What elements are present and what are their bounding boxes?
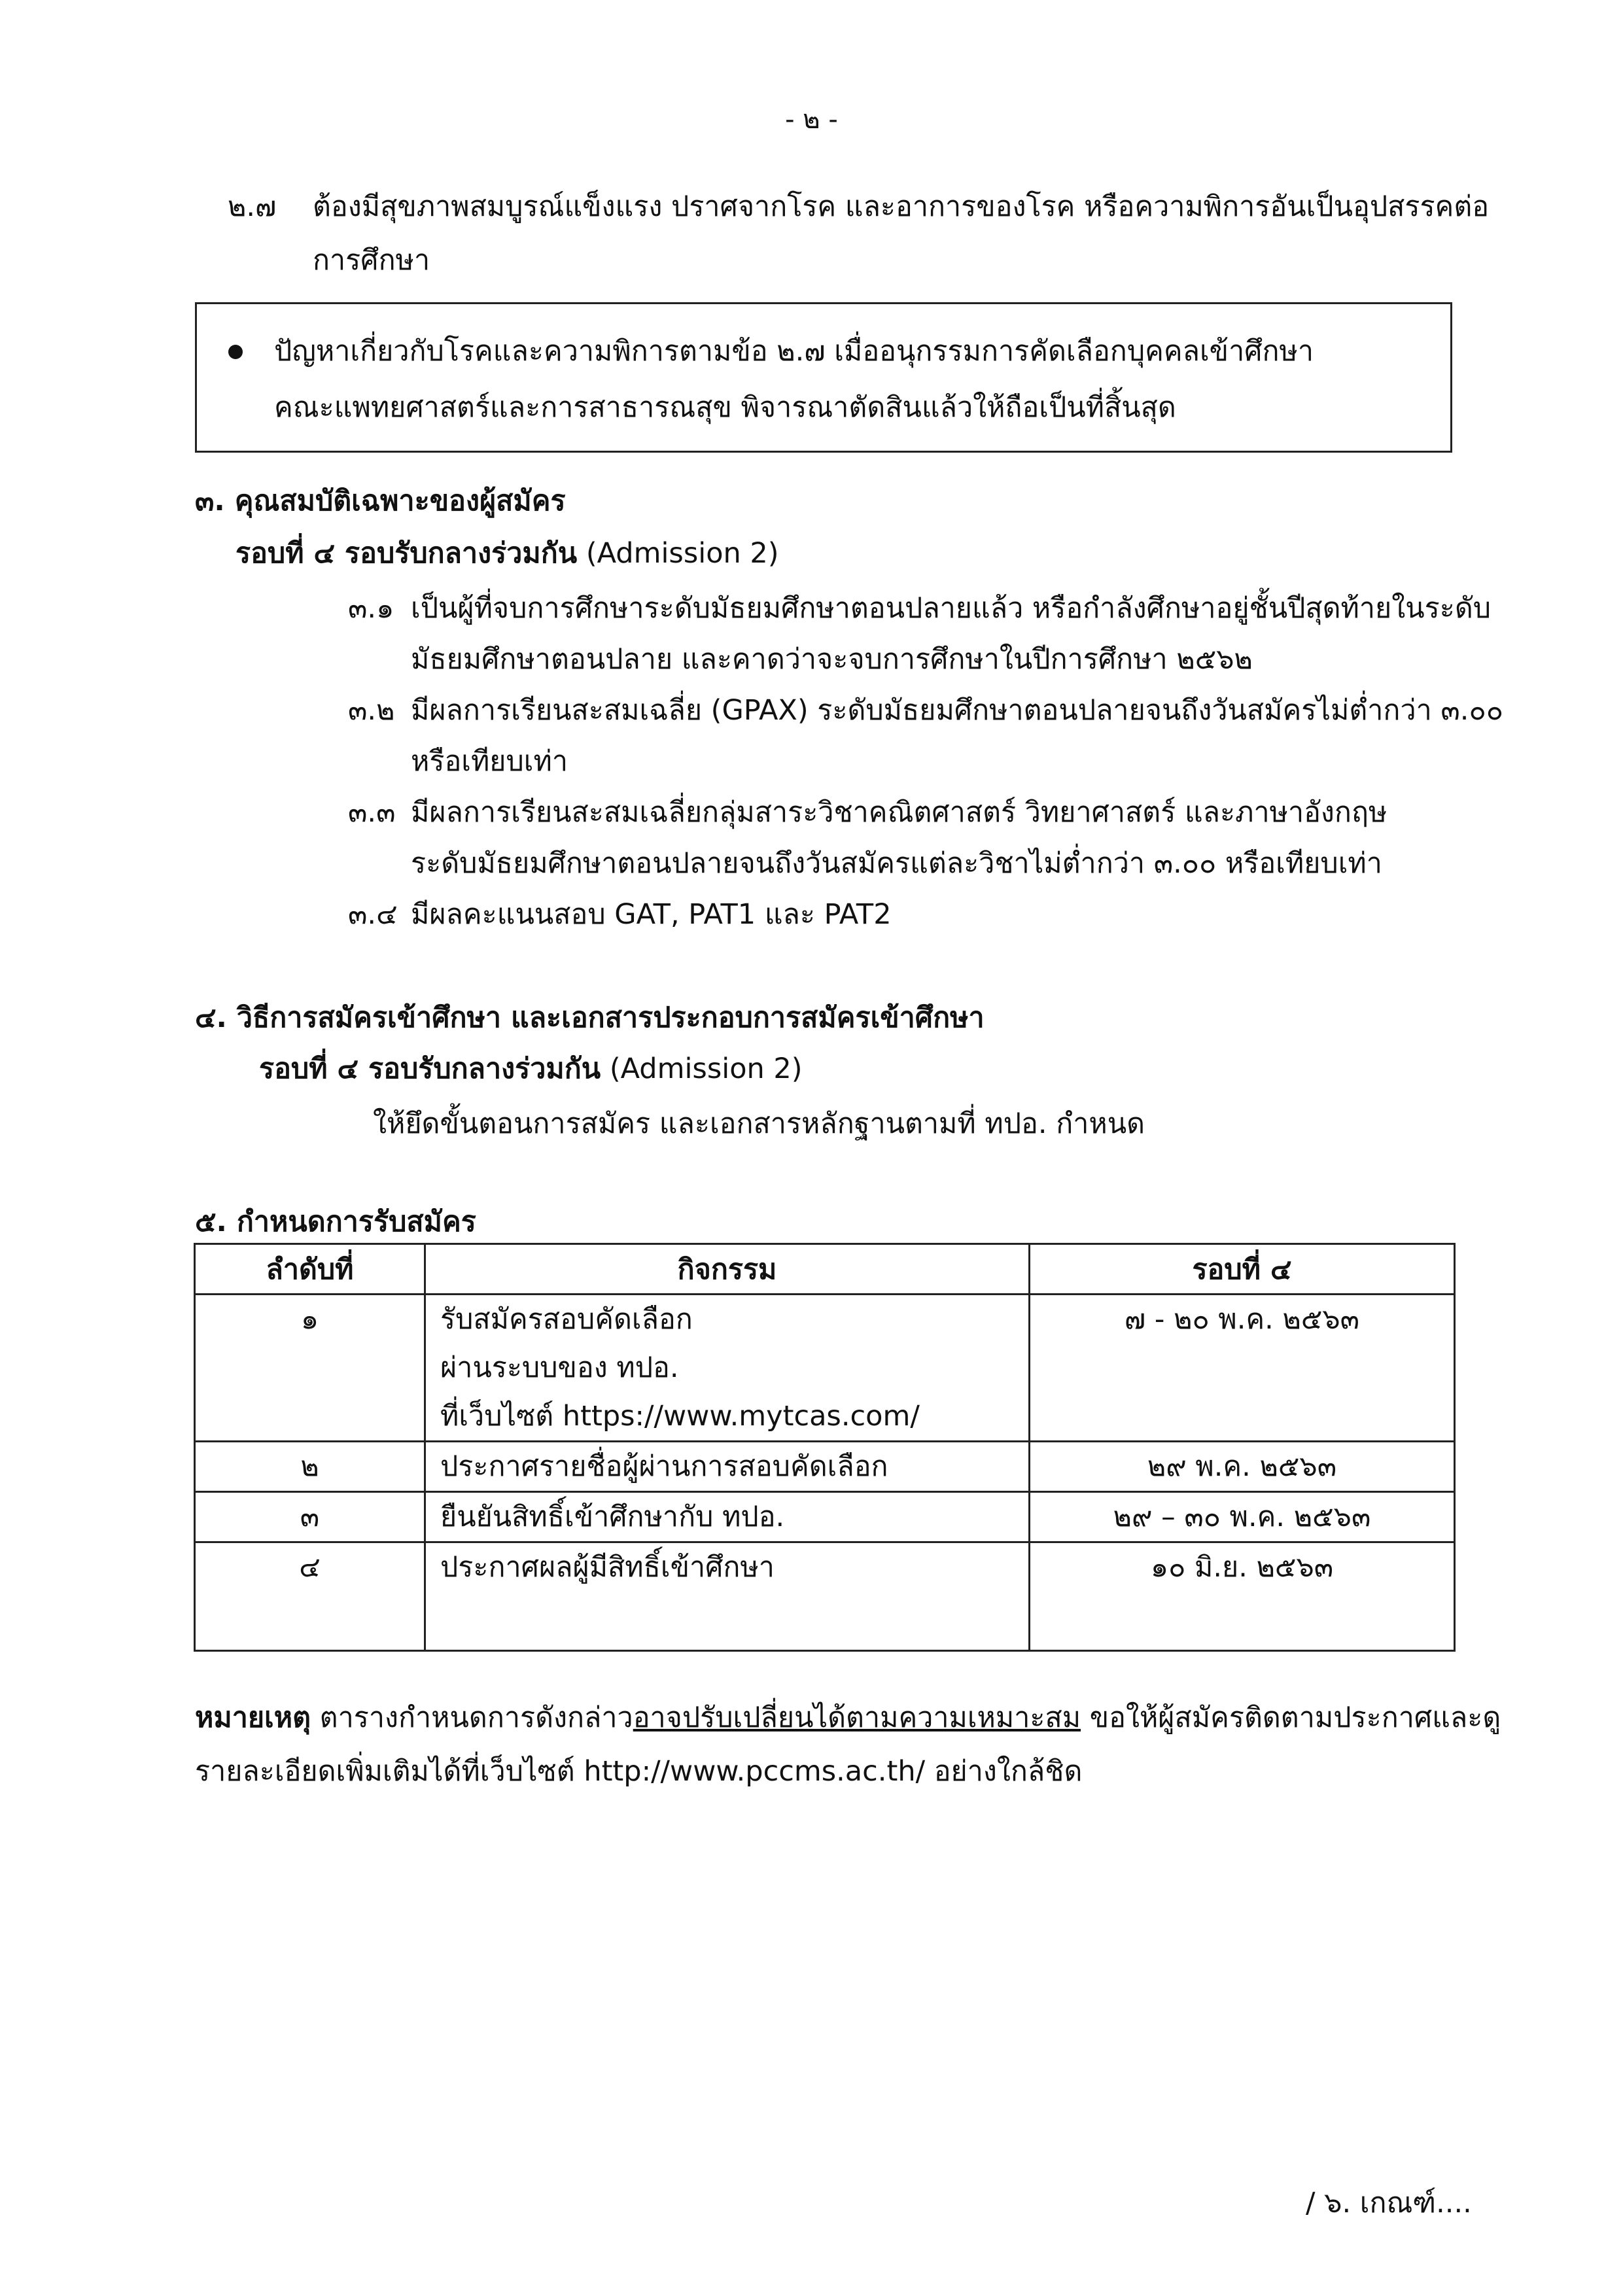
table-row: [195, 1492, 1455, 1542]
notice-line1: ปัญหาเกี่ยวกับโรคและความพิการตามข้อ ๒.๗ เมื่ออนุกรรมการคัดเลือกบุคคลเข้าศึกษา: [274, 335, 1314, 368]
remark-line2: รายละเอียดเพิ่มเติมได้ที่เว็บไซต์ http://www.pccms.ac.th/ อย่างใกล้ชิด: [195, 1755, 1083, 1788]
section4-heading: ๔. วิธีการสมัครเข้าศึกษา และเอกสารประกอบการสมัครเข้าศึกษา: [195, 1001, 985, 1034]
section3-round-suffix: (Admission 2): [577, 537, 779, 570]
row-activity: [425, 1295, 1030, 1442]
item-2-7-text-line1: ต้องมีสุขภาพสมบูรณ์แข็งแรง ปราศจากโรค และอาการของโรค หรือความพิการอันเป็นอุปสรรคต่อ: [313, 190, 1490, 223]
item-3-4-line1: มีผลคะแนนสอบ GAT, PAT1 และ PAT2: [411, 898, 892, 931]
row-number: ๒: [195, 1442, 425, 1492]
row-date: ๒๙ – ๓๐ พ.ค. ๒๕๖๓: [1030, 1492, 1455, 1542]
item-3-2-number: ๓.๒: [348, 694, 395, 727]
item-3-4-number: ๓.๔: [348, 898, 398, 931]
row-activity: [425, 1492, 1030, 1542]
section5-heading: ๕. กำหนดการรับสมัคร: [195, 1206, 476, 1238]
item-3-3-number: ๓.๓: [348, 796, 396, 829]
item-2-7-number: ๒.๗: [228, 190, 277, 223]
row-activity: [425, 1542, 1030, 1651]
remark-text-b: ขอให้ผู้สมัครติดตามประกาศและดู: [1081, 1701, 1501, 1734]
remark-text-a: ตารางกำหนดการดังกล่าว: [311, 1701, 633, 1734]
notice-box: [195, 302, 1452, 453]
activity-line: ที่เว็บไซต์ https://www.mytcas.com/: [440, 1400, 920, 1433]
bullet-icon: [228, 345, 243, 359]
item-3-3-line1: มีผลการเรียนสะสมเฉลี่ยกลุ่มสาระวิชาคณิตศาสตร์ วิทยาศาสตร์ และภาษาอังกฤษ: [411, 796, 1387, 829]
table-row: [195, 1442, 1455, 1492]
section4-round-suffix: (Admission 2): [601, 1052, 803, 1085]
header-order: ลำดับที่: [195, 1244, 425, 1295]
remark-label: หมายเหตุ: [195, 1701, 311, 1734]
row-number: ๑: [195, 1295, 425, 1442]
schedule-table: [194, 1243, 1456, 1652]
section4-round-label: รอบที่ ๔ รอบรับกลางร่วมกัน: [259, 1052, 601, 1085]
item-3-1-line1: เป็นผู้ที่จบการศึกษาระดับมัธยมศึกษาตอนปลายแล้ว หรือกำลังศึกษาอยู่ชั้นปีสุดท้ายในระดับ: [411, 592, 1492, 625]
item-3-2-line2: หรือเทียบเท่า: [411, 745, 568, 778]
table-row: [195, 1542, 1455, 1651]
next-page-reference: / ๖. เกณฑ์....: [1306, 2187, 1472, 2219]
row-date: ๗ - ๒๐ พ.ค. ๒๕๖๓: [1030, 1295, 1455, 1442]
item-3-2-line1: มีผลการเรียนสะสมเฉลี่ย (GPAX) ระดับมัธยมศึกษาตอนปลายจนถึงวันสมัครไม่ต่ำกว่า ๓.๐๐: [411, 694, 1503, 727]
section4-round: [259, 1051, 803, 1087]
activity-line: ยืนยันสิทธิ์เข้าศึกษากับ ทปอ.: [440, 1501, 785, 1533]
activity-line: ประกาศผลผู้มีสิทธิ์เข้าศึกษา: [440, 1551, 775, 1584]
section3-round-label: รอบที่ ๔ รอบรับกลางร่วมกัน: [236, 537, 578, 570]
header-activity: กิจกรรม: [425, 1244, 1030, 1295]
item-3-1-line2: มัธยมศึกษาตอนปลาย และคาดว่าจะจบการศึกษาในปีการศึกษา ๒๕๖๒: [411, 643, 1253, 676]
row-number: ๔: [195, 1542, 425, 1651]
row-activity: [425, 1442, 1030, 1492]
table-row: [195, 1295, 1455, 1442]
header-round4: รอบที่ ๔: [1030, 1244, 1455, 1295]
activity-line: ผ่านระบบของ ทปอ.: [440, 1351, 679, 1384]
section3-heading: ๓. คุณสมบัติเฉพาะของผู้สมัคร: [195, 485, 566, 517]
row-date: ๑๐ มิ.ย. ๒๕๖๓: [1030, 1542, 1455, 1651]
item-2-7-text-line2: การศึกษา: [313, 244, 430, 277]
activity-line: ประกาศรายชื่อผู้ผ่านการสอบคัดเลือก: [440, 1450, 888, 1483]
page-number: - ๒ -: [785, 105, 838, 135]
remark-line1: [195, 1699, 1501, 1736]
table-header-row: [195, 1244, 1455, 1295]
item-3-3-line2: ระดับมัธยมศึกษาตอนปลายจนถึงวันสมัครแต่ละวิชาไม่ต่ำกว่า ๓.๐๐ หรือเทียบเท่า: [411, 847, 1382, 880]
item-3-1-number: ๓.๑: [348, 592, 394, 625]
section4-body: ให้ยึดขั้นตอนการสมัคร และเอกสารหลักฐานตามที่ ทปอ. กำหนด: [373, 1107, 1145, 1140]
row-number: ๓: [195, 1492, 425, 1542]
activity-line: รับสมัครสอบคัดเลือก: [440, 1303, 693, 1336]
section3-round: [236, 535, 779, 572]
remark-underlined: อาจปรับเปลี่ยนได้ตามความเหมาะสม: [633, 1701, 1081, 1734]
notice-line2: คณะแพทยศาสตร์และการสาธารณสุข พิจารณาตัดสินแล้วให้ถือเป็นที่สิ้นสุด: [274, 391, 1176, 424]
row-date: ๒๙ พ.ค. ๒๕๖๓: [1030, 1442, 1455, 1492]
